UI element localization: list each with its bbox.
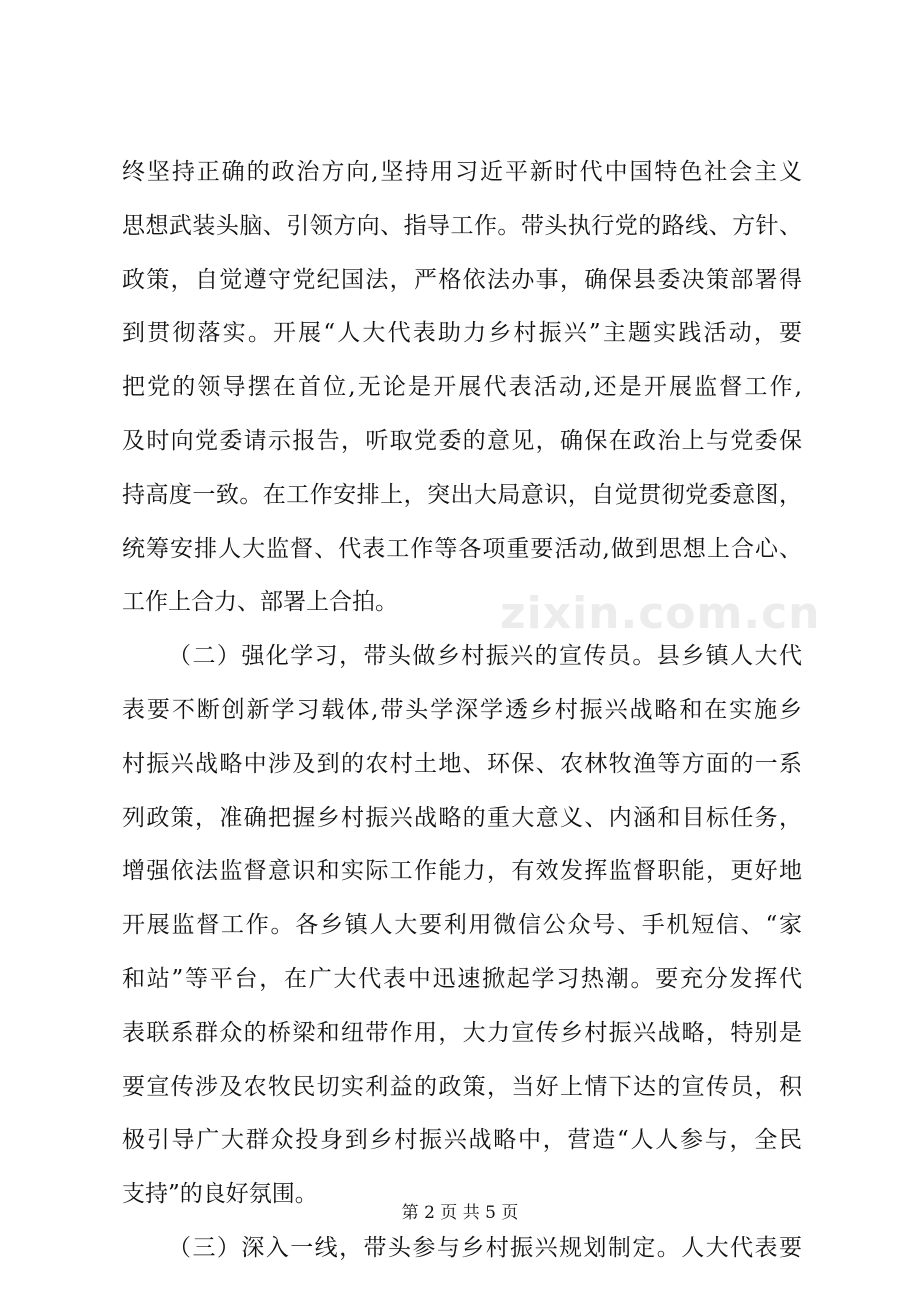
body-text xyxy=(122,146,802,1276)
text-line-10: （二）强化学习，带头做乡村振兴的宣传员。县乡镇人大代 xyxy=(168,643,802,670)
watermark: zixin.com.cn xyxy=(500,588,821,639)
text-line-12: 村振兴战略中涉及到的农村土地、环保、农林牧渔等方面的一系 xyxy=(122,750,802,777)
text-line-14: 增强依法监督意识和实际工作能力，有效发挥监督职能，更好地 xyxy=(122,858,802,885)
text-line-13: 列政策，准确把握乡村振兴战略的重大意义、内涵和目标任务， xyxy=(122,804,802,831)
page-footer: 第 2 页 共 5 页 xyxy=(401,1203,519,1223)
text-line-5: 把党的领导摆在首位,无论是开展代表活动,还是开展监督工作, xyxy=(122,374,802,401)
text-line-17: 表联系群众的桥梁和纽带作用，大力宣传乡村振兴战略，特别是 xyxy=(122,1019,802,1046)
text-line-8: 统筹安排人大监督、代表工作等各项重要活动,做到思想上合心、 xyxy=(122,535,802,562)
text-line-15: 开展监督工作。各乡镇人大要利用微信公众号、手机短信、“家 xyxy=(122,912,802,939)
text-line-21: （三）深入一线，带头参与乡村振兴规划制定。人大代表要 xyxy=(168,1234,802,1261)
text-line-2: 思想武装头脑、引领方向、指导工作。带头执行党的路线、方针、 xyxy=(122,212,802,239)
text-line-16: 和站”等平台，在广大代表中迅速掀起学习热潮。要充分发挥代 xyxy=(122,965,802,992)
text-line-1: 终坚持正确的政治方向,坚持用习近平新时代中国特色社会主义 xyxy=(122,159,802,185)
text-line-11: 表要不断创新学习载体,带头学深学透乡村振兴战略和在实施乡 xyxy=(122,696,802,723)
text-line-19: 极引导广大群众投身到乡村振兴战略中，营造“人人参与，全民 xyxy=(122,1127,802,1154)
text-line-18: 要宣传涉及农牧民切实利益的政策，当好上情下达的宣传员，积 xyxy=(122,1073,802,1100)
text-line-6: 及时向党委请示报告，听取党委的意见，确保在政治上与党委保 xyxy=(122,427,802,454)
text-line-20: 支持”的良好氛围。 xyxy=(122,1181,318,1208)
text-line-7: 持高度一致。在工作安排上，突出大局意识，自觉贯彻党委意图， xyxy=(122,481,802,508)
text-line-3: 政策，自觉遵守党纪国法，严格依法办事，确保县委决策部署得 xyxy=(122,266,802,293)
text-line-4: 到贯彻落实。开展“人大代表助力乡村振兴”主题实践活动，要 xyxy=(122,320,802,347)
text-line-9: 工作上合力、部署上合拍。 xyxy=(122,589,398,616)
